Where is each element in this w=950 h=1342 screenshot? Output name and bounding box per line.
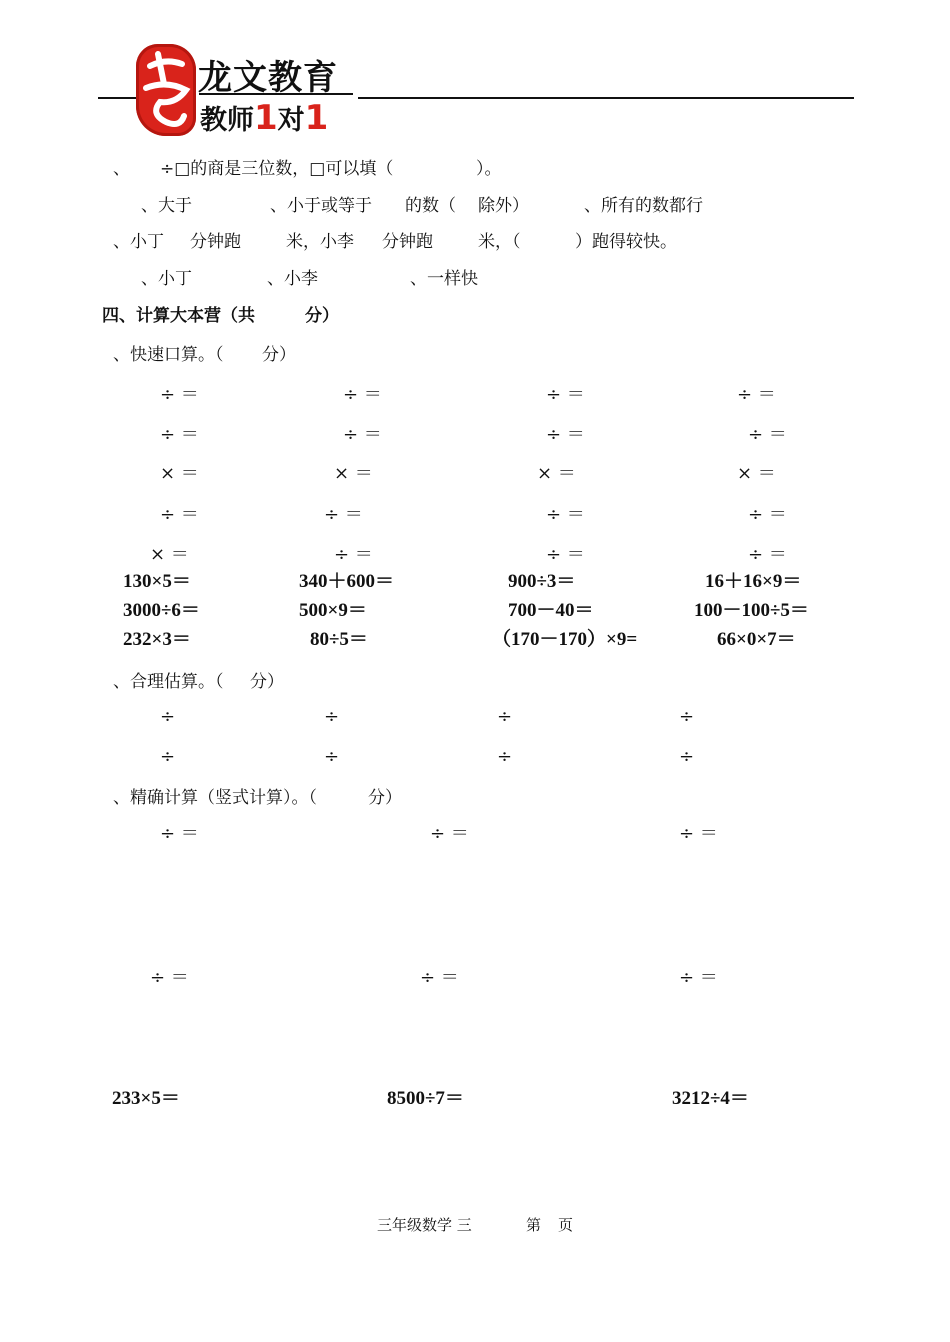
vertical-r1-c2: ÷ ＝ xyxy=(430,823,469,844)
oral-r2-c3: ÷ ＝ xyxy=(546,424,585,445)
oral-r4-c4: ÷ ＝ xyxy=(748,504,787,525)
oral-r4-c1: ÷ ＝ xyxy=(160,504,199,525)
section-4-title: 四、计算大本营（共 xyxy=(102,306,255,326)
part-1-title-end: 分） xyxy=(262,345,296,365)
question-a-option-2b: 的数（ xyxy=(405,196,456,216)
part-1-title: 、快速口算。（ xyxy=(113,345,224,365)
calc-r2-c3: 700－40＝ xyxy=(508,600,594,621)
oral-r3-c1: × ＝ xyxy=(160,463,199,484)
calc-r3-c4: 66×0×7＝ xyxy=(717,629,796,650)
oral-r5-c1: × ＝ xyxy=(150,544,189,565)
estimate-r1-c3: ÷ xyxy=(497,706,513,727)
brand-tagline-b: 对 xyxy=(277,105,305,136)
calc-r2-c4: 100－100÷5＝ xyxy=(694,600,809,621)
vertical-r1-c3: ÷ ＝ xyxy=(679,823,718,844)
oral-r5-c2: ÷ ＝ xyxy=(334,544,373,565)
header-rule-right xyxy=(358,97,854,99)
oral-r1-c4: ÷ ＝ xyxy=(737,384,776,405)
dragon-calligraphy-icon xyxy=(136,44,196,136)
question-a-option-3: 、所有的数都行 xyxy=(584,196,703,216)
brand-one-a: 1 xyxy=(254,98,278,138)
calc-r1-c1: 130×5＝ xyxy=(123,571,191,592)
vertical-r1-c1: ÷ ＝ xyxy=(160,823,199,844)
question-b-option-1: 、小丁 xyxy=(141,269,192,289)
brand-name: 龙文教育 xyxy=(198,58,338,98)
section-4-title-end: 分） xyxy=(305,306,339,326)
oral-r1-c2: ÷ ＝ xyxy=(343,384,382,405)
calc-r1-c3: 900÷3＝ xyxy=(508,571,576,592)
question-a-option-1: 、大于 xyxy=(141,196,192,216)
vertical-r3-c2: 8500÷7＝ xyxy=(387,1088,464,1109)
vertical-r3-c3: 3212÷4＝ xyxy=(672,1088,749,1109)
part-2-title: 、合理估算。（ xyxy=(113,672,224,692)
oral-r5-c4: ÷ ＝ xyxy=(748,544,787,565)
brand-divider xyxy=(199,93,353,95)
oral-r4-c2: ÷ ＝ xyxy=(324,504,363,525)
oral-r3-c4: × ＝ xyxy=(737,463,776,484)
header-rule-left xyxy=(98,97,136,99)
estimate-r1-c2: ÷ xyxy=(324,706,340,727)
estimate-r2-c4: ÷ xyxy=(679,746,695,767)
question-a-option-2: 、小于或等于 xyxy=(270,196,372,216)
footer-page-suffix: 页 xyxy=(558,1216,574,1234)
brand-tagline-a: 教师 xyxy=(200,105,254,136)
oral-r2-c2: ÷ ＝ xyxy=(343,424,382,445)
part-2-title-end: 分） xyxy=(250,672,284,692)
estimate-r2-c1: ÷ xyxy=(160,746,176,767)
oral-r3-c2: × ＝ xyxy=(334,463,373,484)
question-b-part-2: 分钟跑 xyxy=(190,232,241,252)
estimate-r1-c4: ÷ xyxy=(679,706,695,727)
question-a-prefix: 、 xyxy=(113,159,130,179)
oral-r1-c1: ÷ ＝ xyxy=(160,384,199,405)
calc-r3-c3: （170－170）×9= xyxy=(492,629,638,650)
calc-r2-c1: 3000÷6＝ xyxy=(123,600,200,621)
calc-r2-c2: 500×9＝ xyxy=(299,600,367,621)
question-b-part-3: 米，小李 xyxy=(286,232,354,252)
vertical-r2-c3: ÷ ＝ xyxy=(679,967,718,988)
vertical-r2-c2: ÷ ＝ xyxy=(420,967,459,988)
estimate-r1-c1: ÷ xyxy=(160,706,176,727)
part-3-title: 、精确计算（竖式计算）。（ xyxy=(113,788,317,808)
question-b-option-2: 、小李 xyxy=(267,269,318,289)
footer-subject: 三年级数学 三 xyxy=(377,1216,472,1234)
footer-page-label: 第 xyxy=(526,1216,542,1234)
oral-r3-c3: × ＝ xyxy=(537,463,576,484)
calc-r1-c2: 340＋600＝ xyxy=(299,571,395,592)
calc-r3-c2: 80÷5＝ xyxy=(310,629,368,650)
estimate-r2-c3: ÷ xyxy=(497,746,513,767)
oral-r5-c3: ÷ ＝ xyxy=(546,544,585,565)
part-3-title-end: 分） xyxy=(368,788,402,808)
oral-r2-c1: ÷ ＝ xyxy=(160,424,199,445)
question-b-option-3: 、一样快 xyxy=(410,269,478,289)
calc-r1-c4: 16＋16×9＝ xyxy=(705,571,802,592)
oral-r1-c3: ÷ ＝ xyxy=(546,384,585,405)
brand-one-b: 1 xyxy=(304,98,329,138)
question-b-part-6: ）跑得较快。 xyxy=(575,232,677,252)
vertical-r3-c1: 233×5＝ xyxy=(112,1088,180,1109)
oral-r2-c4: ÷ ＝ xyxy=(748,424,787,445)
oral-r4-c3: ÷ ＝ xyxy=(546,504,585,525)
logo-seal xyxy=(136,44,196,136)
brand-tagline xyxy=(200,98,328,138)
question-b-part-4: 分钟跑 xyxy=(382,232,433,252)
question-b-part-1: 、小丁 xyxy=(113,232,164,252)
calc-r3-c1: 232×3＝ xyxy=(123,629,191,650)
question-a-option-2c: 除外） xyxy=(478,196,529,216)
estimate-r2-c2: ÷ xyxy=(324,746,340,767)
question-b-part-5: 米，（ xyxy=(478,232,521,252)
vertical-r2-c1: ÷ ＝ xyxy=(150,967,189,988)
question-a-text: ÷□的商是三位数，□可以填（ xyxy=(160,159,394,179)
question-a-close: ）。 xyxy=(476,159,502,179)
